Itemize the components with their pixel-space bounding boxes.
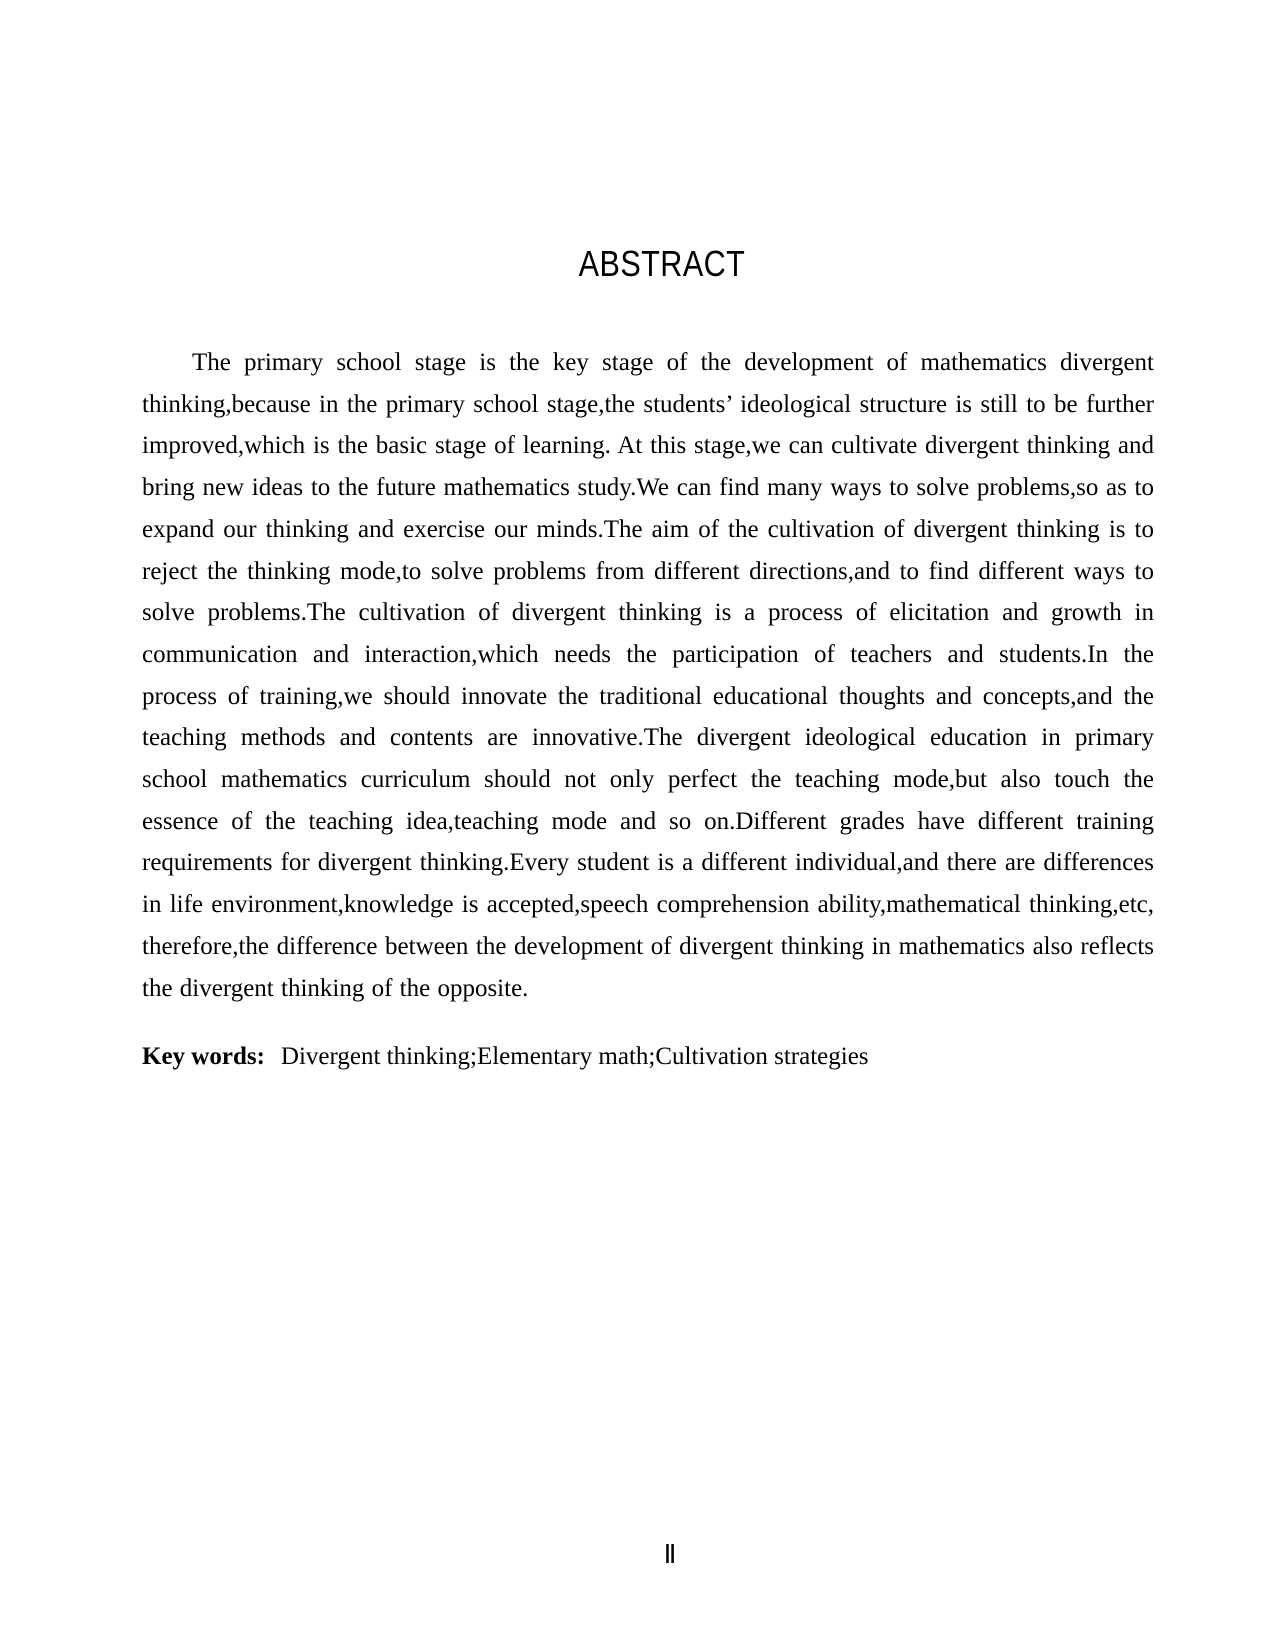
keywords-value: Divergent thinking;Elementary math;Cultivation strategies <box>280 1043 869 1070</box>
page-title <box>0 243 1275 284</box>
page-number: Ⅱ <box>663 1540 677 1569</box>
abstract-paragraph: The primary school stage is the key stage of the development of mathematics divergent thinking,because in the primary school stage,the students’ ideological structure is still to be further improved,which is the basic stage of learning. At this stage,we can cultivate divergent thinking and bring new ideas to the future mathematics study.We can find many ways to solve problems,so as to expand our thinking and exercise our minds.The aim of the cultivation of divergent thinking is to reject the thinking mode,to solve problems from different directions,and to find different ways to solve problems.The cultivation of divergent thinking is a process of elicitation and growth in communication and interaction,which needs the participation of teachers and students.In the process of training,we should innovate the traditional educational thoughts and concepts,and the teaching methods and contents are innovative.The divergent ideological education in primary school mathematics curriculum should not only perfect the teaching mode,but also touch the essence of the teaching idea,teaching mode and so on.Different grades have different training requirements for divergent thinking.Every student is a different individual,and there are differences in life environment,knowledge is accepted,speech comprehension ability,mathematical thinking,etc, therefore,the difference between the development of divergent thinking in mathematics also reflects the divergent thinking of the opposite. <box>142 349 1154 1002</box>
keywords-label: Key words: <box>142 1043 265 1070</box>
keywords-line <box>142 1036 1154 1078</box>
page-title-text: ABSTRACT <box>579 243 746 284</box>
